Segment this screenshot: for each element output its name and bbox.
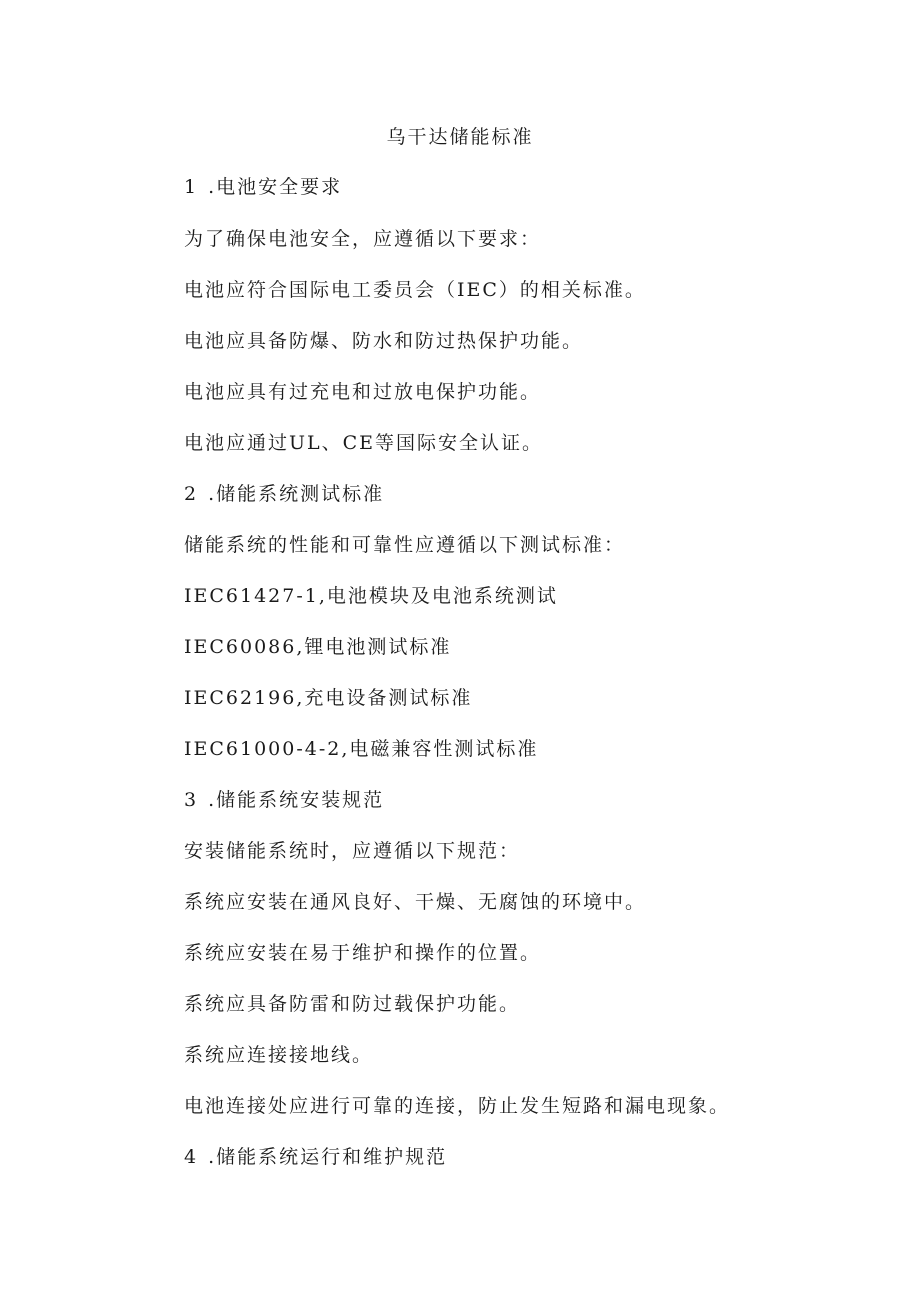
list-item: 电池应通过UL、CE等国际安全认证。 [184, 432, 544, 454]
section-intro: 安装储能系统时，应遵循以下规范： [184, 840, 521, 862]
section-heading-text: .储能系统测试标准 [208, 483, 385, 505]
section-intro: 为了确保电池安全，应遵循以下要求： [184, 228, 542, 250]
section-heading-text: .电池安全要求 [208, 176, 343, 198]
section-intro: 储能系统的性能和可靠性应遵循以下测试标准： [184, 534, 626, 556]
section-number: 4 [184, 1146, 199, 1168]
section-heading-text: .储能系统安装规范 [208, 789, 385, 811]
list-item: 电池应具有过充电和过放电保护功能。 [184, 381, 542, 403]
list-item: 电池连接处应进行可靠的连接，防止发生短路和漏电现象。 [184, 1095, 731, 1117]
list-item: 电池应具备防爆、防水和防过热保护功能。 [184, 330, 584, 352]
section-heading [184, 1144, 447, 1170]
list-item: IEC61000-4-2,电磁兼容性测试标准 [184, 738, 539, 760]
section-heading-text: .储能系统运行和维护规范 [208, 1146, 448, 1168]
section-heading [184, 481, 384, 507]
section-number: 2 [184, 483, 199, 505]
section-heading [184, 787, 384, 813]
list-item: IEC61427-1,电池模块及电池系统测试 [184, 585, 558, 607]
list-item: 系统应安装在易于维护和操作的位置。 [184, 942, 542, 964]
section-number: 1 [184, 176, 199, 198]
list-item: IEC62196,充电设备测试标准 [184, 687, 473, 709]
list-item: 系统应具备防雷和防过载保护功能。 [184, 993, 521, 1015]
list-item: IEC60086,锂电池测试标准 [184, 636, 452, 658]
section-number: 3 [184, 789, 199, 811]
section-heading [184, 174, 342, 200]
document-title: 乌干达储能标准 [386, 126, 534, 148]
list-item: 电池应符合国际电工委员会（IEC）的相关标准。 [184, 279, 646, 301]
list-item: 系统应安装在通风良好、干燥、无腐蚀的环境中。 [184, 891, 647, 913]
list-item: 系统应连接接地线。 [184, 1044, 374, 1066]
